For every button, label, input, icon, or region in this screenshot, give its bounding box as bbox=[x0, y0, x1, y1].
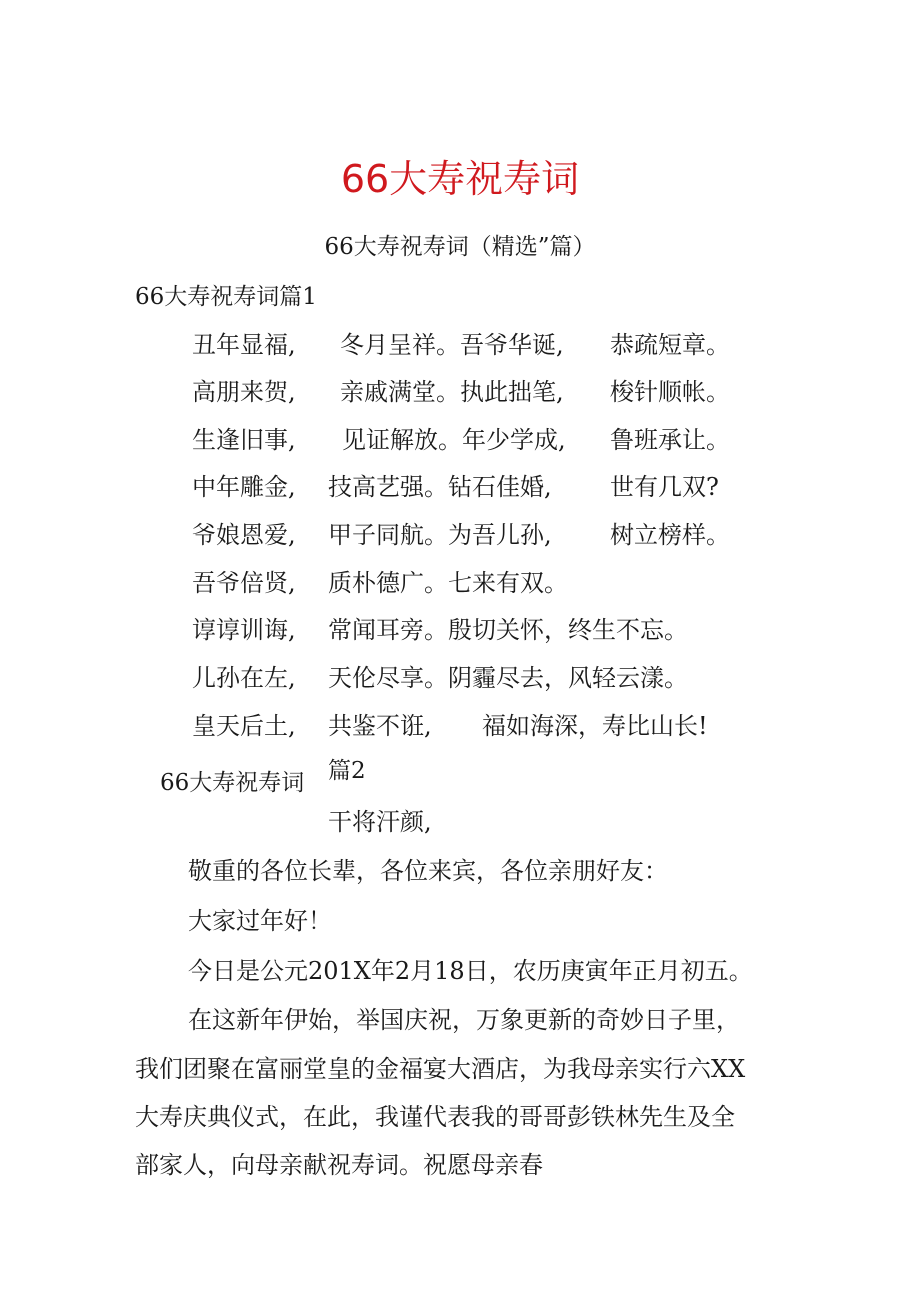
paragraph-main-line-3: 大寿庆典仪式，在此，我谨代表我的哥哥彭铁林先生及全 bbox=[135, 1103, 735, 1131]
poem-line-2-b: 亲戚满堂。执此拙笔, bbox=[340, 378, 564, 406]
paragraph-main-line-4: 部家人，向母亲献祝寿词。祝愿母亲春 bbox=[135, 1151, 543, 1179]
poem-line-3-b: 见证解放。年少学成, bbox=[342, 426, 566, 454]
poem-line-5-a: 爷娘恩爱, bbox=[192, 521, 296, 549]
poem-line-7-b: 常闻耳旁。殷切关怀，终生不忘。 bbox=[328, 616, 688, 644]
poem-line-3-c: 鲁班承让。 bbox=[610, 426, 730, 454]
section-2-heading-suffix: 篇2 bbox=[328, 758, 366, 784]
poem-line-5-c: 树立榜样。 bbox=[610, 521, 730, 549]
paragraph-main-line-2: 我们团聚在富丽堂皇的金福宴大酒店，为我母亲实行六XX bbox=[135, 1055, 746, 1083]
document-title: 66大寿祝寿词 bbox=[340, 157, 580, 201]
document-subtitle: 66大寿祝寿词（精选”篇） bbox=[324, 234, 596, 260]
poem-line-3-a: 生逢旧事, bbox=[192, 426, 296, 454]
poem-line-1-c: 恭疏短章。 bbox=[610, 331, 730, 359]
poem-line-2-a: 高朋来贺, bbox=[192, 378, 296, 406]
poem-line-8-a: 儿孙在左, bbox=[192, 664, 296, 692]
poem-line-9-c: 福如海深，寿比山长! bbox=[482, 712, 708, 740]
poem-line-4-a: 中年雕金, bbox=[192, 473, 296, 501]
poem-line-4-b: 技高艺强。钻石佳婚, bbox=[328, 473, 552, 501]
paragraph-main-line-1: 在这新年伊始，举国庆祝，万象更新的奇妙日子里， bbox=[188, 1006, 740, 1034]
section-2-heading: 66大寿祝寿词 bbox=[160, 770, 305, 796]
poem-line-9-b: 共鉴不诳, bbox=[328, 712, 432, 740]
poem-line-8-b: 天伦尽享。阴霾尽去，风轻云漾。 bbox=[328, 664, 688, 692]
poem-line-9-a: 皇天后土, bbox=[192, 712, 296, 740]
poem-line-5-b: 甲子同航。为吾儿孙, bbox=[328, 521, 552, 549]
poem-line-2-c: 梭针顺帐。 bbox=[610, 378, 730, 406]
paragraph-new-year: 大家过年好！ bbox=[188, 907, 332, 935]
poem-line-6-a: 吾爷倍贤, bbox=[192, 569, 296, 597]
poem-line-7-a: 谆谆训诲, bbox=[192, 616, 296, 644]
section-1-heading: 66大寿祝寿词篇1 bbox=[135, 284, 317, 310]
poem-line-6-b: 质朴德广。七来有双。 bbox=[328, 569, 568, 597]
line-ganjiang: 干将汗颜, bbox=[328, 808, 432, 836]
paragraph-greeting: 敬重的各位长辈，各位来宾，各位亲朋好友： bbox=[188, 857, 668, 885]
poem-line-1-b: 冬月呈祥。吾爷华诞, bbox=[340, 331, 564, 359]
poem-line-4-c: 世有几双? bbox=[610, 473, 719, 501]
paragraph-date: 今日是公元201X年2月18日，农历庚寅年正月初五。 bbox=[188, 957, 753, 985]
poem-line-1-a: 丑年显福, bbox=[192, 331, 296, 359]
